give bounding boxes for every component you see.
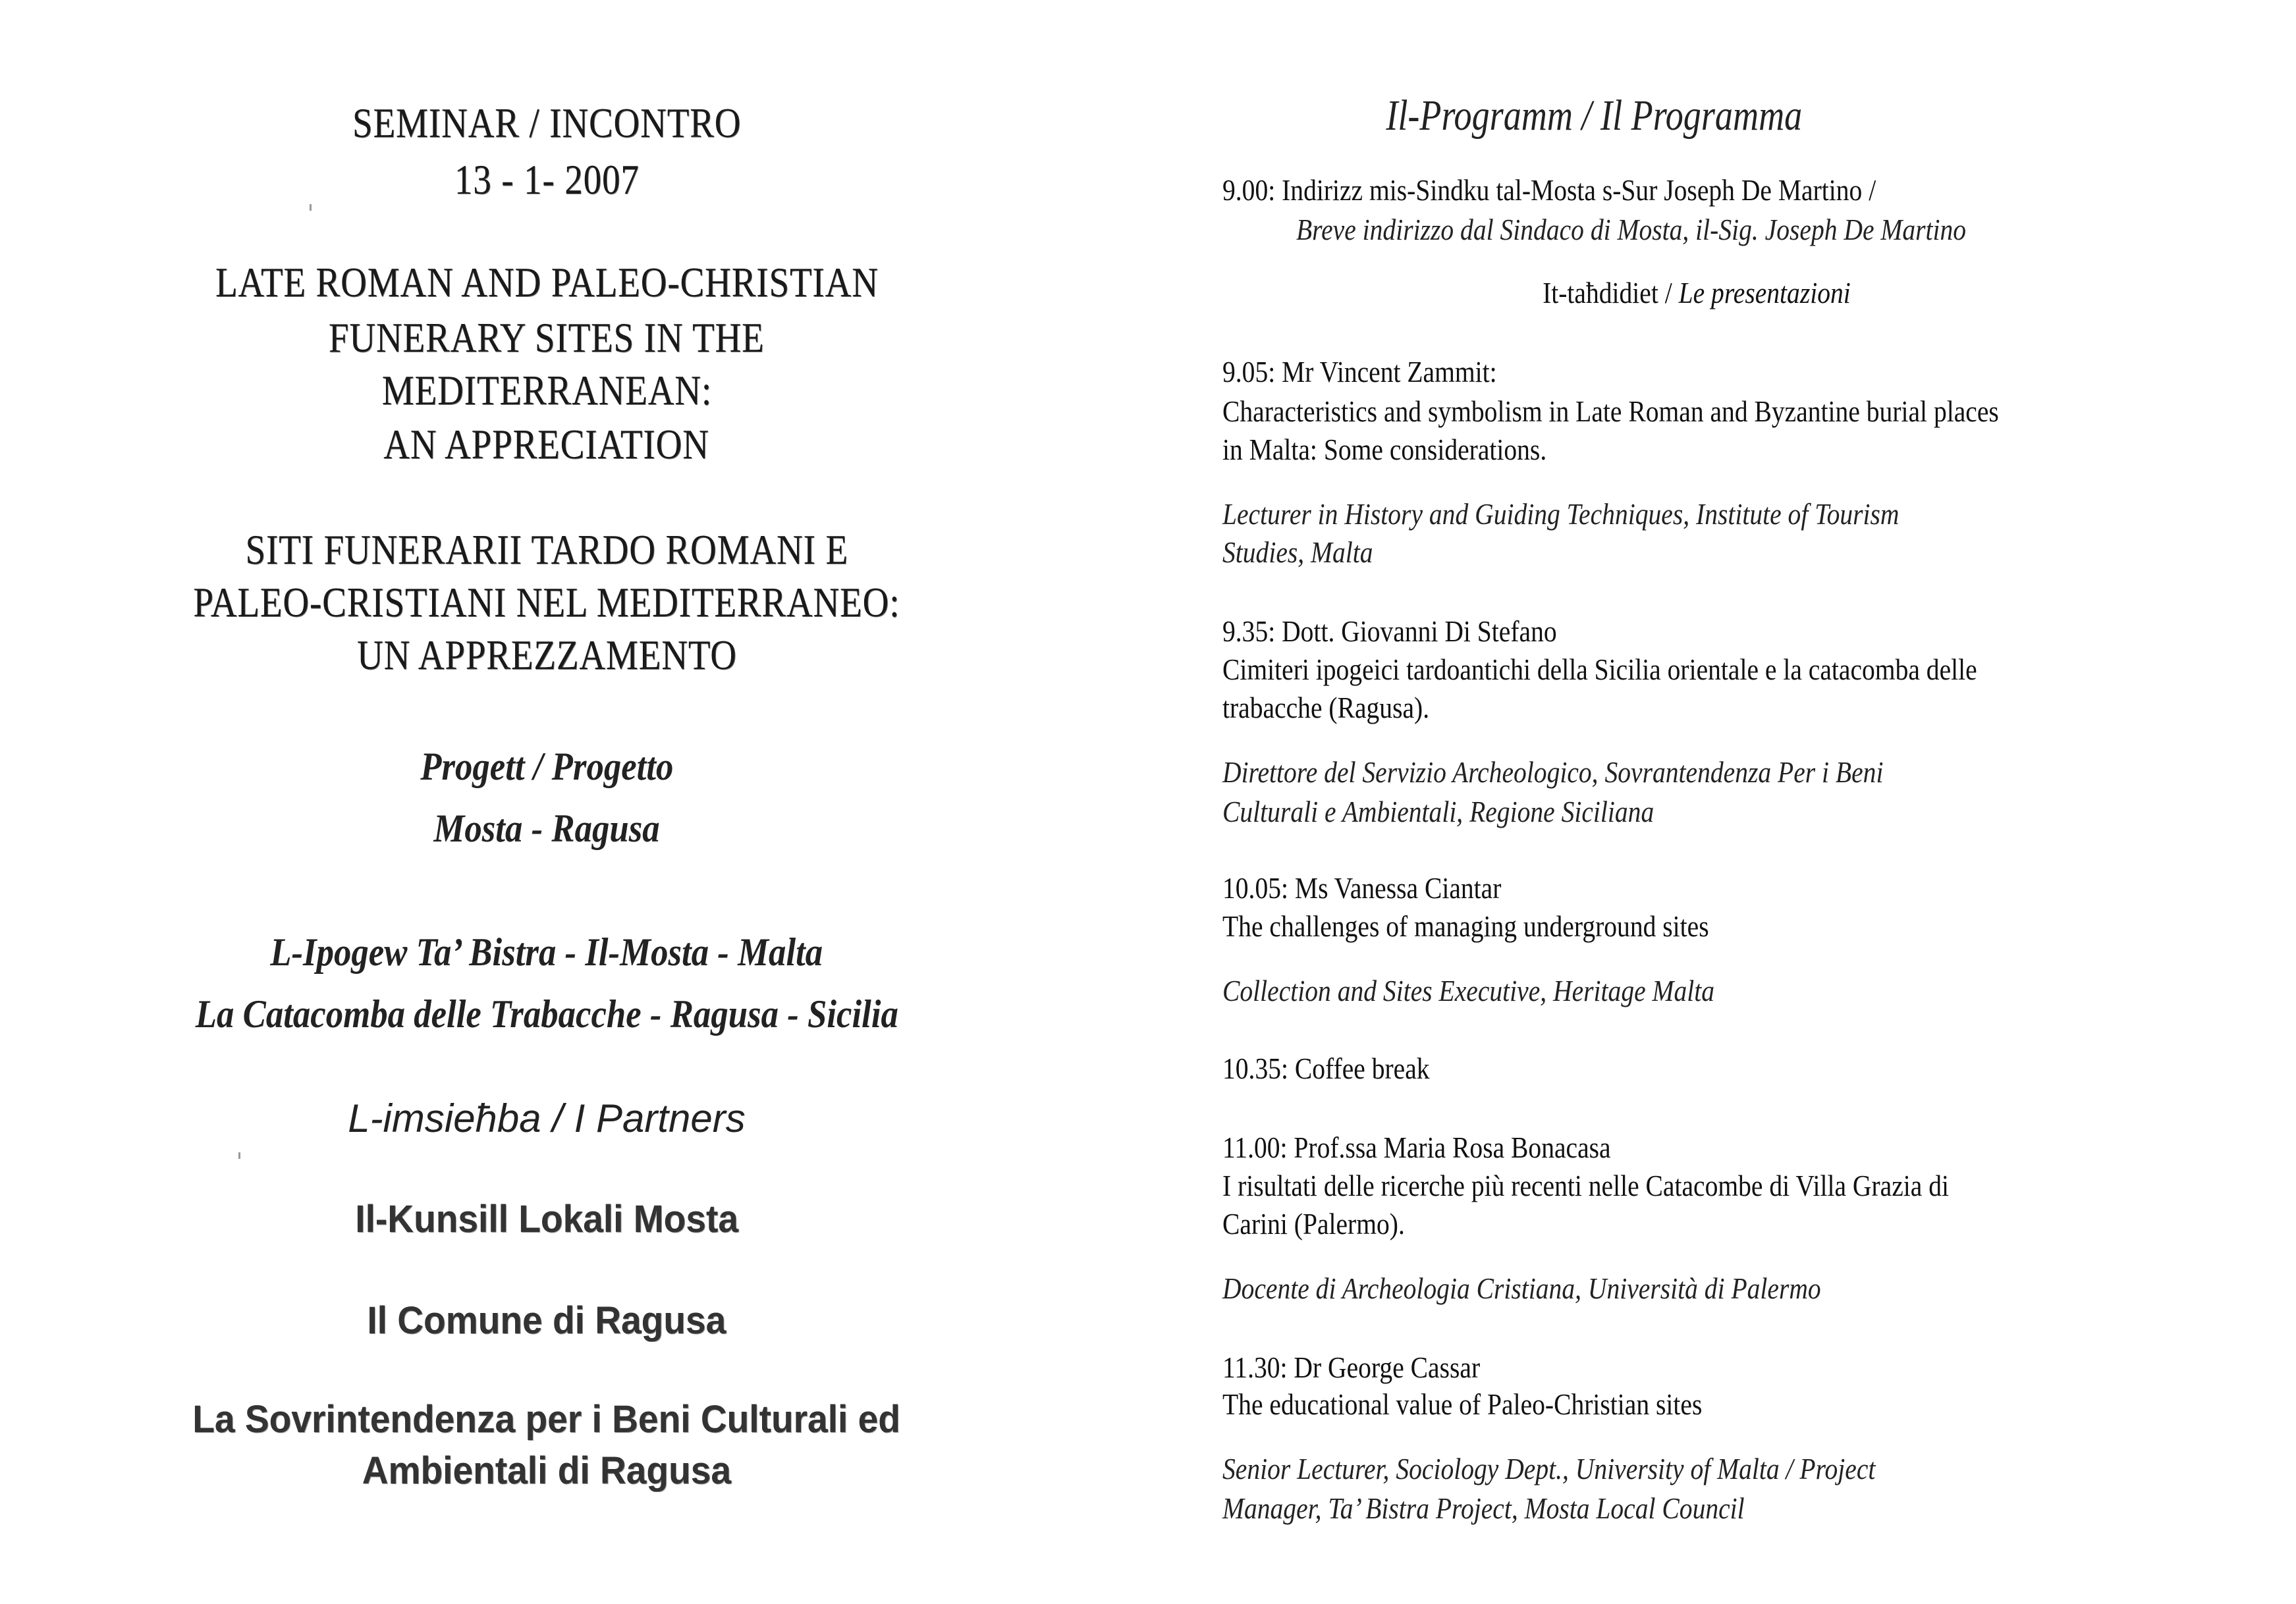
session-topic: Carini (Palermo). bbox=[1222, 1207, 1405, 1241]
session-topic: The educational value of Paleo-Christian sites bbox=[1222, 1387, 1703, 1421]
partner-item: Il-Kunsill Lokali Mosta bbox=[355, 1198, 738, 1241]
project-name: Mosta - Ragusa bbox=[433, 807, 660, 850]
coffee-break: 10.35: Coffee break bbox=[1222, 1052, 1430, 1085]
title-it-line: UN APPREZZAMENTO bbox=[356, 631, 737, 678]
partners-label: L-imsieħba / I Partners bbox=[348, 1096, 746, 1140]
event-type: SEMINAR / INCONTRO bbox=[352, 99, 742, 146]
presentations-label-mt: It-taħdidiet / bbox=[1543, 276, 1679, 309]
opening-line-it: Breve indirizzo dal Sindaco di Mosta, il-Sig. Joseph De Martino bbox=[1296, 213, 1967, 246]
session-topic: I risultati delle ricerche più recenti nelle Catacombe di Villa Grazia di bbox=[1222, 1169, 1950, 1202]
partner-item: Ambientali di Ragusa bbox=[362, 1449, 732, 1492]
session-topic: trabacche (Ragusa). bbox=[1222, 691, 1430, 724]
title-en-line: LATE ROMAN AND PALEO-CHRISTIAN bbox=[215, 259, 879, 306]
session-topic: Cimiteri ipogeici tardoantichi della Sicilia orientale e la catacomba delle bbox=[1222, 653, 1977, 686]
programme-title: Il-Programm / Il Programma bbox=[1386, 92, 1802, 140]
partner-item: Il Comune di Ragusa bbox=[367, 1299, 726, 1342]
session-affiliation: Manager, Ta’ Bistra Project, Mosta Local Council bbox=[1222, 1491, 1745, 1525]
project-label: Progett / Progetto bbox=[420, 745, 674, 788]
title-en-line: AN APPRECIATION bbox=[383, 421, 710, 468]
scan-speck bbox=[238, 1152, 240, 1159]
scan-speck bbox=[310, 204, 312, 211]
session-affiliation: Direttore del Servizio Archeologico, Sovrantendenza Per i Beni bbox=[1222, 755, 1884, 789]
session-speaker: 11.30: Dr George Cassar bbox=[1222, 1350, 1481, 1384]
presentations-label-it: Le presentazioni bbox=[1678, 276, 1851, 309]
session-affiliation: Culturali e Ambientali, Regione Siciliana bbox=[1222, 795, 1654, 828]
title-it-line: PALEO-CRISTIANI NEL MEDITERRANEO: bbox=[193, 579, 900, 626]
title-en-line: FUNERARY SITES IN THE bbox=[329, 314, 765, 361]
title-en-line: MEDITERRANEAN: bbox=[381, 367, 712, 414]
session-speaker: 10.05: Ms Vanessa Ciantar bbox=[1222, 871, 1502, 905]
title-it-line: SITI FUNERARII TARDO ROMANI E bbox=[245, 526, 848, 573]
session-topic: The challenges of managing underground sites bbox=[1222, 909, 1709, 943]
partner-item: La Sovrintendenza per i Beni Culturali ed bbox=[192, 1398, 901, 1441]
site-line: L-Ipogew Ta’ Bistra - Il-Mosta - Malta bbox=[270, 930, 823, 974]
session-affiliation: Collection and Sites Executive, Heritage Malta bbox=[1222, 974, 1715, 1007]
opening-line: 9.00: Indirizz mis-Sindku tal-Mosta s-Sur Joseph De Martino / bbox=[1222, 173, 1876, 207]
session-affiliation: Docente di Archeologia Cristiana, Università di Palermo bbox=[1222, 1271, 1821, 1305]
event-date: 13 - 1- 2007 bbox=[454, 156, 640, 203]
session-affiliation: Studies, Malta bbox=[1222, 535, 1373, 569]
session-speaker: 9.05: Mr Vincent Zammit: bbox=[1222, 355, 1497, 388]
session-affiliation: Senior Lecturer, Sociology Dept., University of Malta / Project bbox=[1222, 1452, 1876, 1485]
site-line: La Catacomba delle Trabacche - Ragusa - Sicilia bbox=[195, 992, 898, 1036]
session-topic: in Malta: Some considerations. bbox=[1222, 433, 1547, 466]
session-affiliation: Lecturer in History and Guiding Techniques, Institute of Tourism bbox=[1222, 497, 1900, 531]
session-topic: Characteristics and symbolism in Late Roman and Byzantine burial places bbox=[1222, 394, 1999, 428]
session-speaker: 9.35: Dott. Giovanni Di Stefano bbox=[1222, 614, 1557, 648]
presentations-label bbox=[1222, 275, 2171, 310]
session-speaker: 11.00: Prof.ssa Maria Rosa Bonacasa bbox=[1222, 1131, 1611, 1164]
